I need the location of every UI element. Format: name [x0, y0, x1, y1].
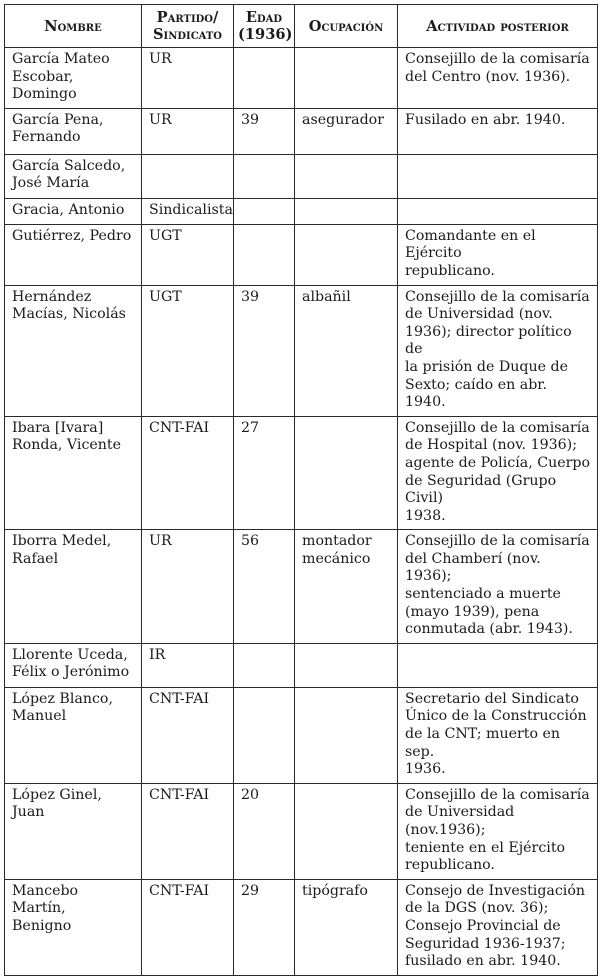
actividad-line: del Centro (nov. 1936).	[405, 68, 571, 85]
actividad-line: de la CNT; muerto en sep.	[405, 726, 561, 760]
edad-cell	[234, 48, 295, 109]
edad-cell	[234, 783, 295, 879]
actividad-line: Consejillo de la comisaría	[405, 51, 590, 67]
name-line: Gutiérrez, Pedro	[12, 227, 132, 244]
partido-cell	[142, 224, 234, 285]
table-body	[5, 48, 598, 976]
table-row	[5, 48, 598, 109]
partido-cell	[142, 643, 234, 687]
actividad-line: Consejo de Investigación	[405, 882, 586, 899]
name-line: Manuel	[12, 708, 67, 725]
partido-text: CNT-FAI	[149, 419, 210, 436]
partido-text: CNT-FAI	[149, 690, 210, 707]
name-line: García Mateo	[12, 51, 110, 67]
table-row	[5, 285, 598, 416]
ocupacion-line: montador	[302, 533, 372, 550]
table-row	[5, 530, 598, 644]
actividad-line: (mayo 1939), pena	[405, 603, 540, 620]
partido-text: UR	[149, 51, 172, 67]
name-line: García Salcedo,	[12, 157, 126, 174]
actividad-line: teniente en el Ejército	[405, 839, 566, 856]
header-edad-line: (1936)	[238, 26, 293, 43]
actividad-line: Consejillo de la comisaría	[405, 533, 590, 550]
header-actividad	[398, 5, 598, 48]
actividad-line: Consejillo de la comisaría	[405, 419, 590, 436]
ocupacion-cell	[295, 224, 398, 285]
edad-cell	[234, 198, 295, 224]
actividad-line: del Chamberí (nov. 1936);	[405, 550, 541, 585]
name-line: Macías, Nicolás	[12, 306, 126, 323]
actividad-line: Consejillo de la comisaría	[405, 288, 590, 305]
partido-text: CNT-FAI	[149, 882, 210, 899]
name-line: José María	[12, 175, 90, 192]
ocupacion-cell	[295, 687, 398, 783]
header-ocupacion	[295, 5, 398, 48]
edad-cell	[234, 285, 295, 416]
edad-cell	[234, 108, 295, 154]
ocupacion-line: asegurador	[302, 111, 385, 128]
actividad-line: fusilado en abr. 1940.	[405, 953, 561, 970]
ocupacion-line: tipógrafo	[302, 882, 368, 899]
name-line: Ibara [Ivara]	[12, 419, 104, 436]
name-line: Rafael	[12, 550, 59, 567]
name-cell	[5, 879, 142, 975]
actividad-cell	[398, 285, 598, 416]
edad-text: 27	[241, 419, 260, 436]
actividad-line: Consejo Provincial de	[405, 917, 561, 934]
actividad-line: de la DGS (nov. 36);	[405, 900, 549, 917]
actividad-line: 1938.	[405, 507, 446, 524]
actividad-cell	[398, 879, 598, 975]
ocupacion-cell	[295, 783, 398, 879]
edad-text: 39	[241, 288, 260, 305]
name-line: Juan	[12, 804, 45, 821]
ocupacion-cell	[295, 108, 398, 154]
actividad-cell	[398, 643, 598, 687]
partido-cell	[142, 783, 234, 879]
personnel-table	[4, 4, 598, 976]
table-row	[5, 154, 598, 198]
actividad-line: Comandante en el Ejército	[405, 227, 536, 262]
name-line: Félix o Jerónimo	[12, 664, 130, 681]
actividad-line: 1936.	[405, 761, 446, 778]
table-row	[5, 108, 598, 154]
table-row	[5, 198, 598, 224]
partido-cell	[142, 530, 234, 644]
actividad-line: de Universidad (nov.1936);	[405, 804, 515, 838]
table-row	[5, 416, 598, 530]
header-nombre	[5, 5, 142, 48]
partido-cell	[142, 687, 234, 783]
actividad-line: sentenciado a muerte	[405, 586, 561, 603]
header-edad-line: Edad	[245, 9, 283, 26]
edad-cell	[234, 530, 295, 644]
partido-text: UR	[149, 533, 172, 550]
ocupacion-cell	[295, 154, 398, 198]
edad-text: 56	[241, 533, 260, 550]
actividad-line: Fusilado en abr. 1940.	[405, 111, 566, 128]
actividad-line: 1936); director político de	[405, 323, 572, 358]
name-cell	[5, 224, 142, 285]
actividad-line: republicano.	[405, 262, 495, 279]
header-edad	[234, 5, 295, 48]
name-cell	[5, 48, 142, 109]
name-cell	[5, 783, 142, 879]
name-cell	[5, 198, 142, 224]
ocupacion-cell	[295, 530, 398, 644]
actividad-cell	[398, 224, 598, 285]
header-partido	[142, 5, 234, 48]
name-line: Iborra Medel,	[12, 533, 112, 550]
name-cell	[5, 530, 142, 644]
table-row	[5, 783, 598, 879]
table-row	[5, 879, 598, 975]
partido-cell	[142, 198, 234, 224]
edad-cell	[234, 154, 295, 198]
name-line: Mancebo Martín,	[12, 882, 79, 917]
edad-cell	[234, 224, 295, 285]
edad-cell	[234, 879, 295, 975]
partido-cell	[142, 154, 234, 198]
partido-cell	[142, 108, 234, 154]
ocupacion-cell	[295, 285, 398, 416]
partido-text: UGT	[149, 288, 182, 305]
actividad-cell	[398, 108, 598, 154]
actividad-line: conmutada (abr. 1943).	[405, 621, 573, 638]
header-nombre-text: Nombre	[44, 17, 102, 35]
name-cell	[5, 285, 142, 416]
partido-text: UGT	[149, 227, 182, 244]
actividad-line: de Hospital (nov. 1936);	[405, 437, 577, 454]
header-partido-line: Sindicato	[152, 26, 223, 43]
actividad-cell	[398, 154, 598, 198]
name-line: Fernando	[12, 129, 81, 146]
partido-text: CNT-FAI	[149, 786, 210, 803]
actividad-cell	[398, 783, 598, 879]
table-row	[5, 687, 598, 783]
ocupacion-cell	[295, 643, 398, 687]
partido-cell	[142, 416, 234, 530]
ocupacion-line: mecánico	[302, 550, 371, 567]
edad-cell	[234, 687, 295, 783]
name-line: Ronda, Vicente	[12, 437, 122, 454]
partido-text: Sindicalista	[149, 201, 233, 218]
actividad-cell	[398, 530, 598, 644]
name-cell	[5, 643, 142, 687]
header-ocupacion-text: Ocupación	[308, 17, 384, 35]
partido-cell	[142, 879, 234, 975]
actividad-cell	[398, 48, 598, 109]
header-actividad-text: Actividad posterior	[426, 17, 569, 35]
name-cell	[5, 154, 142, 198]
edad-text: 39	[241, 111, 260, 128]
name-line: Gracia, Antonio	[12, 201, 125, 218]
name-line: López Ginel,	[12, 786, 102, 803]
name-line: López Blanco,	[12, 690, 113, 707]
partido-cell	[142, 285, 234, 416]
table-row	[5, 224, 598, 285]
edad-text: 29	[241, 882, 260, 899]
actividad-cell	[398, 416, 598, 530]
edad-text: 20	[241, 786, 260, 803]
header-partido-line: Partido/	[156, 9, 219, 26]
ocupacion-cell	[295, 48, 398, 109]
header-row	[5, 5, 598, 48]
name-cell	[5, 108, 142, 154]
edad-cell	[234, 643, 295, 687]
ocupacion-line: albañil	[302, 288, 351, 305]
actividad-line: agente de Policía, Cuerpo	[405, 454, 591, 471]
partido-text: UR	[149, 111, 172, 128]
name-cell	[5, 687, 142, 783]
name-line: Hernández	[12, 288, 92, 305]
ocupacion-cell	[295, 879, 398, 975]
name-line: Benigno	[12, 917, 72, 934]
edad-cell	[234, 416, 295, 530]
actividad-line: Único de la Construcción	[405, 708, 587, 725]
ocupacion-cell	[295, 416, 398, 530]
name-line: García Pena,	[12, 111, 104, 128]
actividad-line: de Seguridad (Grupo Civil)	[405, 472, 557, 507]
name-line: Escobar,	[12, 68, 74, 85]
actividad-line: Sexto; caído en abr. 1940.	[405, 376, 548, 411]
actividad-line: Secretario del Sindicato	[405, 690, 579, 707]
partido-cell	[142, 48, 234, 109]
name-line: Llorente Uceda,	[12, 646, 128, 663]
ocupacion-cell	[295, 198, 398, 224]
actividad-line: Seguridad 1936-1937;	[405, 935, 566, 952]
actividad-line: de Universidad (nov.	[405, 306, 553, 323]
actividad-line: republicano.	[405, 857, 495, 874]
actividad-cell	[398, 198, 598, 224]
actividad-line: Consejillo de la comisaría	[405, 786, 590, 803]
name-cell	[5, 416, 142, 530]
table-row	[5, 643, 598, 687]
name-line: Domingo	[12, 86, 77, 103]
actividad-line: la prisión de Duque de	[405, 358, 569, 375]
partido-text: IR	[149, 646, 166, 663]
actividad-cell	[398, 687, 598, 783]
